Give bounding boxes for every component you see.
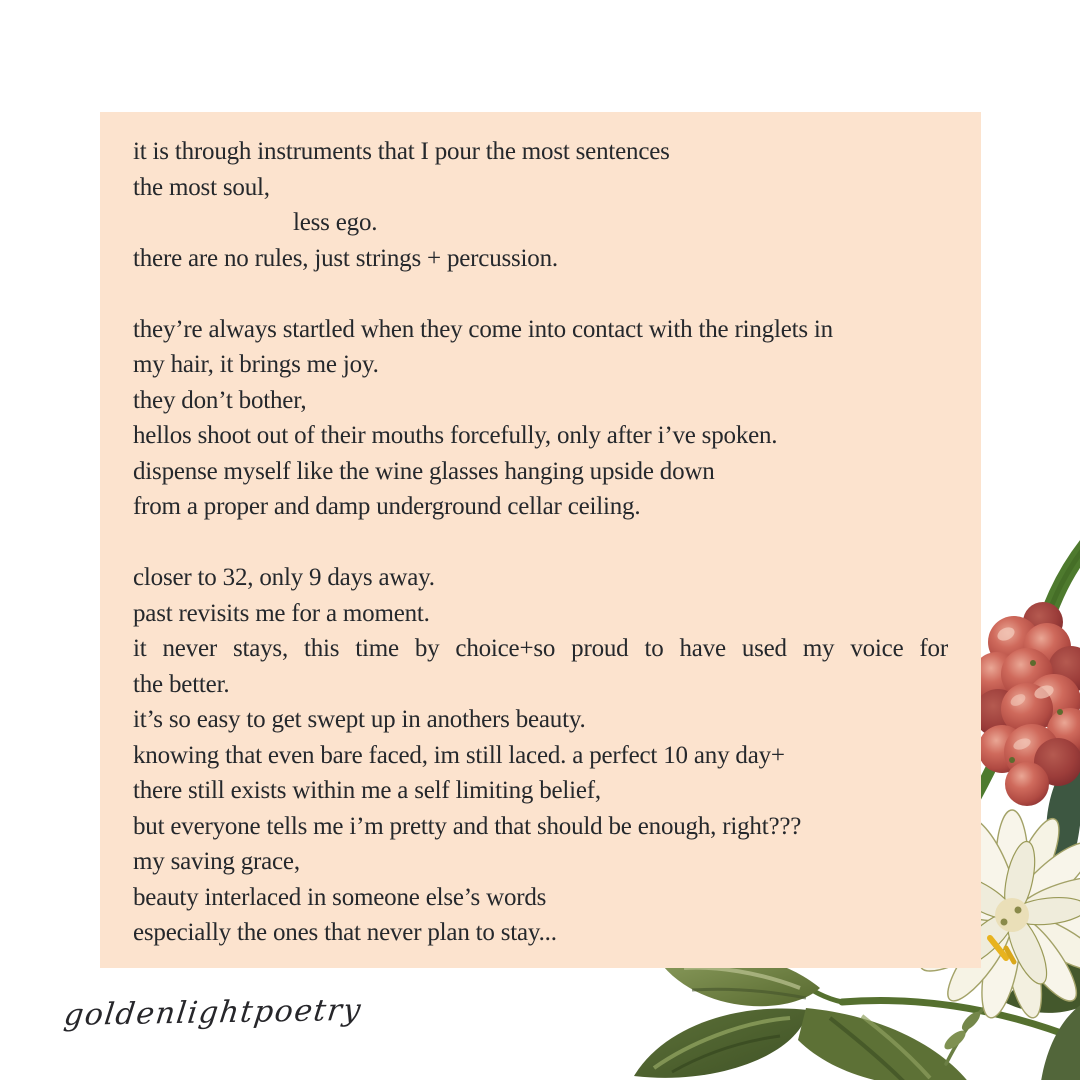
poem-line: past revisits me for a moment.	[133, 599, 430, 627]
coffee-branch-and-berries	[970, 538, 1080, 876]
poem-line: they’re always startled when they come into contact with the ringlets in	[133, 315, 833, 343]
poem-stanza	[133, 134, 948, 276]
poem-line: especially the ones that never plan to stay...	[133, 919, 557, 946]
poem-line: the better.	[133, 670, 230, 698]
poem-line: dispense myself like the wine glasses hanging upside down	[133, 457, 715, 485]
poem-line: but everyone tells me i’m pretty and that should be enough, right???	[133, 812, 802, 840]
poem-card	[100, 112, 981, 968]
poem-line: it never stays, this time by choice+so proud to have used my voice for	[133, 635, 948, 662]
poem-line: closer to 32, only 9 days away.	[133, 564, 435, 591]
signature-goldenlightpoetry: goldenlightpoetry	[62, 992, 364, 1033]
poem	[133, 134, 948, 951]
poem-line: from a proper and damp underground cellar ceiling.	[133, 493, 641, 520]
poem-line: they don’t bother,	[133, 386, 307, 414]
poem-line: the most soul,	[133, 173, 270, 201]
poem-stanza	[133, 560, 948, 951]
poem-line: knowing that even bare faced, im still laced. a perfect 10 any day+	[133, 741, 785, 769]
poem-line: my hair, it brings me joy.	[133, 351, 379, 378]
poem-line: there are no rules, just strings + percussion.	[133, 244, 558, 272]
poem-line: it’s so easy to get swept up in anothers beauty.	[133, 706, 586, 733]
poem-stanza	[133, 312, 948, 525]
poem-line: there still exists within me a self limiting belief,	[133, 777, 601, 804]
leaf-center-right	[798, 1008, 970, 1080]
poem-line: less ego.	[293, 209, 378, 236]
poem-line: hellos shoot out of their mouths forcefully, only after i’ve spoken.	[133, 422, 778, 449]
poem-line: it is through instruments that I pour the most sentences	[133, 138, 670, 165]
poem-line: my saving grace,	[133, 848, 300, 875]
poem-line: beauty interlaced in someone else’s words	[133, 883, 547, 911]
